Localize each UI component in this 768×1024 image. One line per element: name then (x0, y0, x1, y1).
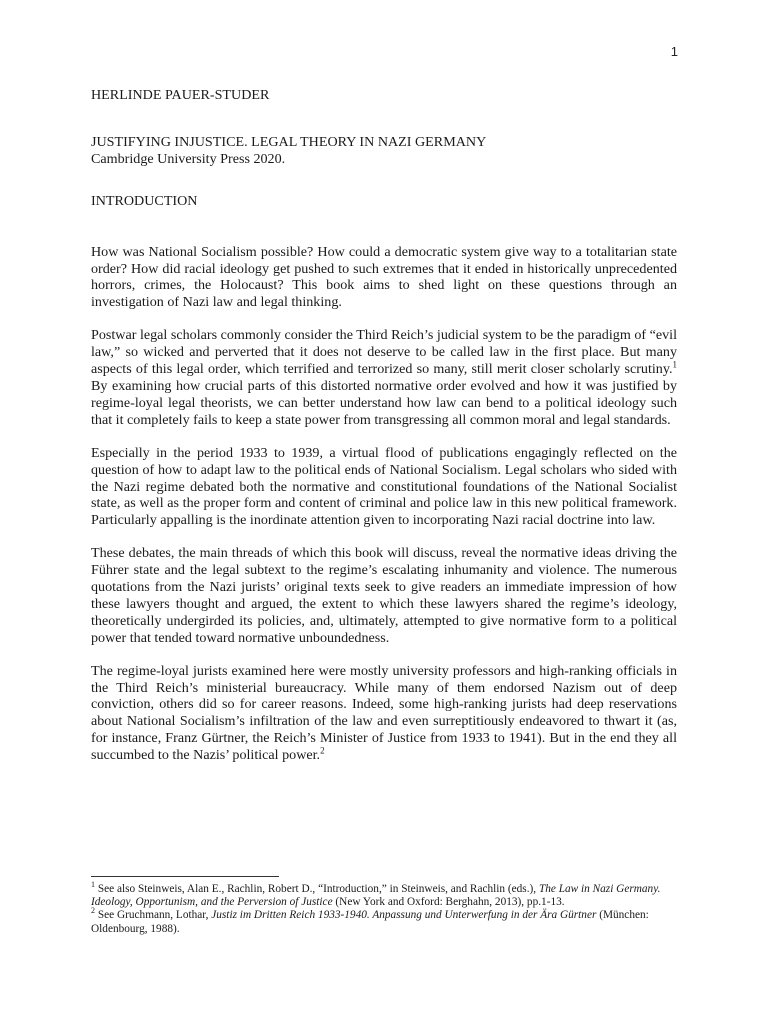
paragraph-4 (91, 545, 677, 646)
paragraph-text: Especially in the period 1933 to 1939, a virtual flood of publications engagingly reflected on the question of how to adapt law to the political ends of National Socialism. Legal scholars who sided with the Nazi regime debated both the normative and constitutional foundations of the National Socialist state, as well as the proper form and content of criminal and police law in this new political framework. Particularly appalling is the inordinate attention given to incorporating Nazi racial doctrine into law. (91, 444, 677, 529)
footnote-ref-1[interactable]: 1 (672, 359, 677, 370)
footnote-text: See also Steinweis, Alan E., Rachlin, Robert D., “Introduction,” in Steinweis, and Rachlin (eds.), (95, 883, 539, 895)
paragraph-text-continued: By examining how crucial parts of this distorted normative order evolved and how it was justified by regime-loyal legal theorists, we can better understand how law can bend to a political ideology such that it completely fails to keep a state power from transgressing all common moral and legal standards. (91, 377, 677, 428)
paragraph-text: These debates, the main threads of which this book will discuss, reveal the normative ideas driving the Führer state and the legal subtext to the regime’s escalating inhumanity and violence. The numerous quotations from the Nazi jurists’ original texts seek to give readers an immediate impression of how these lawyers thought and argued, the extent to which these lawyers shared the regime’s ideology, theoretically undergirded its policies, and, ultimately, attempted to give normative form to a political power that tended toward normative unboundedness. (91, 545, 677, 646)
footnote-2 (91, 906, 677, 935)
footnote-text-end: (New York and Oxford: Berghahn, 2013), pp.1-13. (332, 896, 565, 909)
footnote-ref-2[interactable]: 2 (320, 745, 325, 756)
footnote-text: See Gruchmann, Lothar, (95, 909, 212, 922)
footnote-title: The Law in Nazi Germany. Ideology, Opportunism, and the Perversion of Justice (91, 883, 661, 909)
paragraph-1 (91, 244, 677, 312)
footnote-marker: 1 (91, 880, 95, 890)
footnote-title: Justiz im Dritten Reich 1933-1940. Anpassung und Unterwerfung in der Ära Gürtner (211, 909, 597, 922)
footnote-text-end: (München: Oldenbourg, 1988). (91, 909, 649, 935)
author-name: HERLINDE PAUER-STUDER (91, 87, 270, 103)
paragraph-text: The regime-loyal jurists examined here were mostly university professors and high-ranking officials in the Third Reich’s ministerial bureaucracy. While many of them endorsed Nazism out of deep conviction, others did so for career reasons. Indeed, some high-ranking jurists had deep reservations about National Socialism’s infiltration of the law and even surreptitiously endeavored to thwart it (as, for instance, Franz Gürtner, the Reich’s Minister of Justice from 1933 to 1941). But in the end they all succumbed to the Nazis’ political power. (91, 662, 677, 764)
footnote-1 (91, 880, 677, 909)
section-heading: INTRODUCTION (91, 192, 198, 209)
paragraph-text: How was National Socialism possible? How could a democratic system give way to a totalitarian state order? How did racial ideology get pushed to such extremes that it ended in historically unprecedented horrors, crimes, the Holocaust? This book aims to shed light on these questions through an investigation of Nazi law and legal thinking. (91, 243, 677, 311)
paragraph-5 (91, 663, 677, 764)
footnote-marker: 2 (91, 906, 95, 916)
paragraph-3 (91, 445, 677, 530)
footnotes (91, 880, 677, 936)
publisher-line: Cambridge University Press 2020. (91, 150, 286, 167)
paragraph-2 (91, 327, 677, 428)
document-page (91, 87, 677, 780)
book-title: JUSTIFYING INJUSTICE. LEGAL THEORY IN NAZI GERMANY (91, 133, 487, 150)
paragraph-text: Postwar legal scholars commonly consider the Third Reich’s judicial system to be the paradigm of “evil law,” so wicked and perverted that it does not deserve to be called law in the first place. But many aspects of this legal order, which terrified and terrorized so many, still merit closer scholarly scrutiny. (91, 327, 677, 378)
page-number: 1 (670, 44, 678, 59)
footnote-separator (91, 876, 279, 877)
